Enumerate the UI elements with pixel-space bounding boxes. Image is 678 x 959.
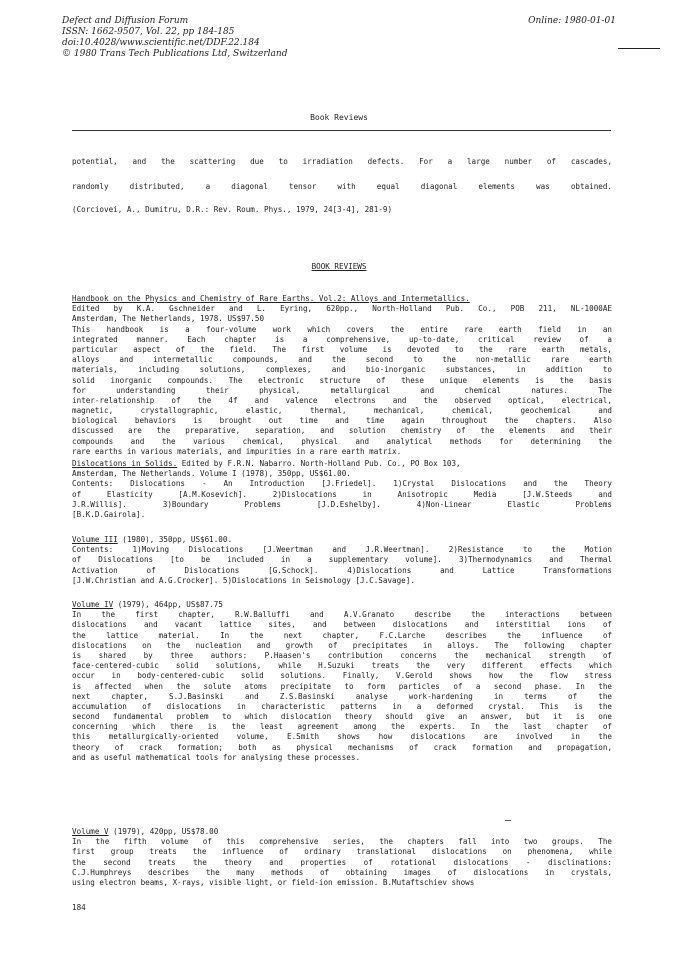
review-line: Contents: Dislocations - An Introduction [J.Friedel]. 1)Crystal Dislocations and the Theory	[72, 479, 612, 489]
intro-citation: (Corciovei, A., Dumitru, D.R.: Rev. Roum. Phys., 1979, 24[3-4], 281-9)	[72, 205, 393, 214]
review-title: Handbook on the Physics and Chemistry of Rare Earths. Vol.2: Alloys and Intermetallics.	[72, 294, 470, 303]
journal-header	[62, 16, 287, 60]
volume-line: dislocations and vacant lattice sites, and between dislocations and interstitial ions of	[72, 620, 612, 630]
volume-heading-line	[72, 827, 612, 837]
volume-line: is affected when the solute atoms precipitate to form particles of a second phase. In the	[72, 681, 612, 691]
volume-heading-line	[72, 600, 612, 610]
running-head-rule	[72, 130, 611, 131]
section-title: BOOK REVIEWS	[311, 262, 367, 271]
volume-line: second fundamental problem to which dislocation theory should give an answer, but it is one	[72, 712, 612, 722]
review-line: Amsterdam, The Netherlands, 1978. US$97.50	[72, 314, 265, 324]
header-rule	[618, 48, 660, 49]
review-line: of Elasticity [A.M.Kosevich]. 2)Dislocations in Anisotropic Media [J.W.Steeds and	[72, 489, 612, 499]
volume-line: Contents: 1)Moving Dislocations [J.Weertman and J.R.Weertman]. 2)Resistance to the Motion	[72, 545, 612, 555]
volume-title: Volume IV	[72, 600, 114, 609]
volume-line: Activation of Dislocations [G.Schock]. 4)Dislocations and Lattice Transformations	[72, 565, 612, 575]
online-date: Online: 1980-01-01	[528, 16, 616, 26]
journal-copyright: © 1980 Trans Tech Publications Ltd, Switzerland	[62, 49, 288, 59]
review-dislocations	[72, 459, 612, 520]
volume-line: occur in body-centered-cubic solid solutions. Finally, V.Gerold shows how the flow stress	[72, 671, 612, 681]
volume-line: concerning which there is the least agreement among the experts. In the last chapter of	[72, 722, 612, 732]
review-line: solid inorganic compounds. The electronic structure of these unique elements is the basis	[72, 375, 612, 385]
review-line: particular aspect of the field. The first volume is devoted to the rare earth metals,	[72, 344, 612, 354]
review-line: magnetic, crystallographic, elastic, thermal, mechanical, chemical, geochemical and	[72, 406, 612, 416]
volume-line: In the fifth volume of this comprehensive series, the chapters fall into two groups. The	[72, 837, 612, 847]
volume-line: and as useful mathematical tools for analysing these processes.	[72, 752, 361, 762]
volume-details: (1979), 464pp, US$87.75	[113, 600, 223, 609]
volume-line: the lattice material. In the next chapter, F.C.Larche describes the influence of	[72, 630, 612, 640]
review-line: rare earths in various materials, and impurities in a rare earth matrix.	[72, 446, 402, 456]
review-line: Edited by K.A. Gschneider and L. Eyring, 620pp., North-Holland Pub. Co., POB 211, NL-1000AE	[72, 304, 612, 314]
review-line: This handbook is a four-volume work which covers the entire rare earth field in an	[72, 324, 612, 334]
review-line: [B.K.D.Gairola].	[72, 509, 146, 519]
journal-issn: ISSN: 1662-9507, Vol. 22, pp 184-185	[62, 27, 235, 37]
volume-line: of Dislocations [to be included in a supplementary volume]. 3)Thermodynamics and Thermal	[72, 555, 612, 565]
review-line: integrated manner. Each chapter is a comprehensive, up-to-date, critical review of a	[72, 334, 612, 344]
volume-line: accumulation of dislocations in characteristic patterns in a deformed crystal. This is the	[72, 701, 612, 711]
volume-line: using electron beams, X-rays, visible light, or field-ion emission. B.Mutaftschiev shows	[72, 877, 475, 887]
volume-v	[72, 827, 612, 888]
volume-line: next chapter, S.J.Basinski and Z.S.Basinski analyse work-hardening in terms of the	[72, 691, 612, 701]
review-rare-earths	[72, 294, 612, 457]
journal-name: Defect and Diffusion Forum	[62, 16, 189, 26]
volume-line: face-centered-cubic solid solutions, while H.Suzuki treats the very different effects which	[72, 661, 612, 671]
volume-line: is shared by three authors: P.Haasen's contribution concerns the mechanical strength of	[72, 650, 612, 660]
volume-line: the second treats the theory and properties of rotational dislocations - disclinations:	[72, 857, 612, 867]
volume-line: [J.W.Christian and A.G.Crocker]. 5)Dislocations in Seismology [J.C.Savage].	[72, 575, 415, 585]
review-heading-line	[72, 459, 612, 469]
intro-line-1: potential, and the scattering due to irradiation defects. For a large number of cascades,	[72, 157, 612, 166]
volume-line: dislocations on the nucleation and growth of precipitates in alloys. The following chapter	[72, 640, 612, 650]
review-line: materials, including solutions, complexes, and bio-inorganic substances, in addition to	[72, 365, 612, 375]
volume-heading-line	[72, 535, 612, 545]
review-line: discussed are the preparative, separation, and solution chemistry of the elements and their	[72, 426, 612, 436]
review-line: biological behaviors is brought out time and time again throughout the chapters. Also	[72, 416, 612, 426]
margin-mark	[505, 820, 511, 821]
volume-details: (1980), 350pp, US$61.00.	[117, 535, 233, 544]
volume-details: (1979), 420pp, US$78.00	[108, 827, 219, 836]
running-head: Book Reviews	[310, 113, 368, 122]
review-line: J.R.Willis]. 3)Boundary Problems [J.D.Eshelby]. 4)Non-Linear Elastic Problems	[72, 499, 612, 509]
volume-line: C.J.Humphreys describes the many methods of obtaining images of dislocations in crystals,	[72, 867, 612, 877]
volume-line: this metallurgically-oriented volume, E.Smith shows how dislocations are involved in the	[72, 732, 612, 742]
volume-line: theory of crack formation; both as physical mechanisms of crack formation and propagation,	[72, 742, 612, 752]
volume-line: In the first chapter, R.W.Balluffi and A.V.Granato describe the interactions between	[72, 610, 612, 620]
review-line: for understanding their physical, metallurgical and chemical natures. The	[72, 385, 612, 395]
volume-line: first group treats the influence of ordinary translational dislocations on phenomena, while	[72, 847, 612, 857]
review-publisher: Edited by F.R.N. Nabarro. North-Holland Pub. Co., PO Box 103,	[177, 459, 461, 468]
page-number: 184	[72, 903, 86, 912]
review-line: Amsterdam, The Netherlands. Volume I (1978), 350pp, US$61.00.	[72, 469, 351, 479]
review-title: Dislocations in Solids.	[72, 459, 178, 468]
intro-line-2: randomly distributed, a diagonal tensor with equal diagonal elements was obtained.	[72, 182, 612, 191]
volume-title: Volume V	[72, 827, 109, 836]
review-line: alloys and intermetallic compounds, and the second to the non-metallic rare earth	[72, 355, 612, 365]
volume-iv	[72, 600, 612, 763]
volume-title: Volume III	[72, 535, 118, 544]
review-line: inter-relationship of the 4f and valence electrons and the observed optical, electrical,	[72, 395, 612, 405]
journal-doi: doi:10.4028/www.scientific.net/DDF.22.184	[62, 38, 260, 48]
review-line: compounds and the various chemical, physical and analytical methods for determining the	[72, 436, 612, 446]
volume-iii	[72, 535, 612, 586]
